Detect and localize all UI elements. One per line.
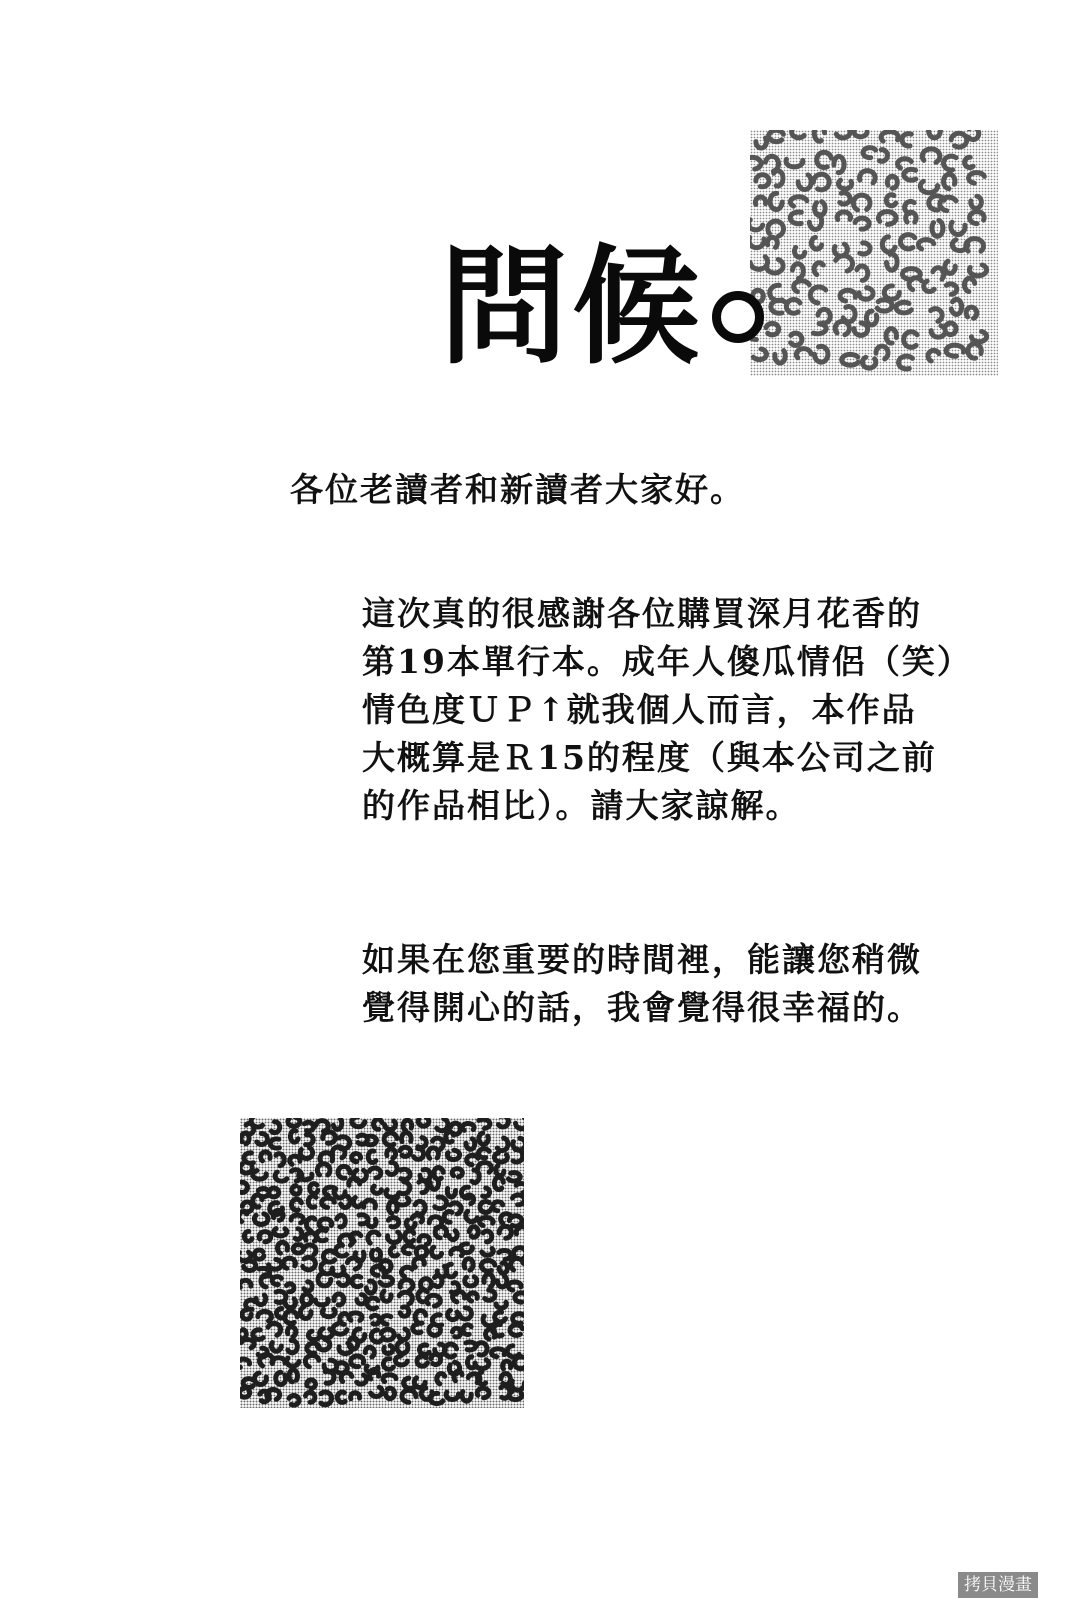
leopard-pattern-top	[750, 130, 998, 376]
paragraph-line: 如果在您重要的時間裡，能讓您稍微	[362, 940, 922, 979]
paragraph-thanks	[362, 590, 972, 830]
paragraph-line: 覺得開心的話，我會覺得很幸福的。	[362, 988, 922, 1027]
paragraph-line: 大概算是Ｒ15的程度（與本公司之前	[362, 738, 937, 777]
paragraph-line: 這次真的很感謝各位購買深月花香的	[362, 594, 922, 633]
leopard-pattern-bottom	[240, 1118, 524, 1408]
page-title-text: 問候	[440, 233, 705, 382]
leopard-pattern-top-art	[750, 130, 998, 376]
page-title	[440, 233, 764, 382]
greeting-line: 各位老讀者和新讀者大家好。	[290, 470, 745, 509]
leopard-pattern-bottom-art	[240, 1118, 524, 1408]
paragraph-line: 第19本單行本。成年人傻瓜情侶（笑）	[362, 642, 972, 681]
paragraph-wish	[362, 936, 922, 1032]
paragraph-line: 的作品相比）。請大家諒解。	[362, 786, 801, 825]
period-circle-icon	[712, 291, 764, 343]
watermark: 拷貝漫畫	[958, 1572, 1038, 1598]
paragraph-line: 情色度ＵＰ↑就我個人而言，本作品	[362, 690, 917, 729]
